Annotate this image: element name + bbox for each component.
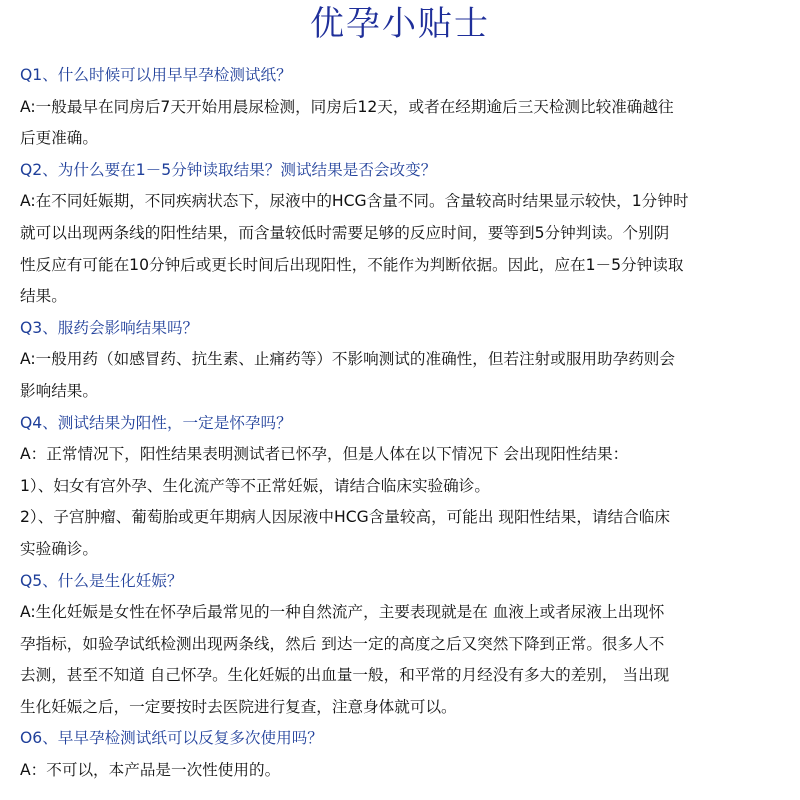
question-1: Q1、什么时候可以用早早孕检测试纸？ [20,66,292,84]
answer-1-line-2: 后更准确。 [20,129,98,148]
question-3: Q3、服药会影响结果吗？ [20,318,199,337]
answer-5-line-3: 去测，甚至不知道 自己怀孕。生化妊娠的出血量一般，和平常的月经没有多大的差别， 当出现 [20,666,670,685]
answer-6-line-1: A：不可以，本产品是一次性使用的。 [20,761,281,780]
answer-5-line-2: 孕指标，如验孕试纸检测出现两条线，然后 到达一定的高度之后又突然下降到正常。很多人不 [20,634,665,653]
question-2: Q2、为什么要在1－5分钟读取结果？测试结果是否会改变？ [20,160,437,179]
answer-3-line-2: 影响结果。 [20,381,98,400]
page-title: 优孕小贴士 [310,4,490,44]
answer-4-line-2: 1）、妇女有宫外孕、生化流产等不正常妊娠，请结合临床实验确诊。 [20,476,490,495]
question-4: Q4、测试结果为阳性，一定是怀孕吗？ [20,413,292,432]
answer-5-line-4: 生化妊娠之后，一定要按时去医院进行复查，注意身体就可以。 [20,697,457,716]
answer-2-line-4: 结果。 [20,287,67,306]
answer-1-line-1: A:一般最早在同房后7天开始用晨尿检测，同房后12天，或者在经期逾后三天检测比较准确越往 [20,97,674,116]
answer-2-line-1: A:在不同妊娠期，不同疾病状态下，尿液中的HCG含量不同。含量较高时结果显示较快，1分钟时 [20,192,689,211]
answer-4-line-3: 2）、子宫肿瘤、葡萄胎或更年期病人因尿液中HCG含量较高，可能出 现阳性结果，请结合临床 [20,508,670,527]
question-5: Q5、什么是生化妊娠？ [20,571,183,590]
answer-4-line-4: 实验确诊。 [20,539,98,558]
faq-content [20,60,782,787]
answer-2-line-2: 就可以出现两条线的阳性结果，而含量较低时需要足够的反应时间，要等到5分钟判读。个别阴 [20,223,670,242]
answer-3-line-1: A:一般用药（如感冒药、抗生素、止痛药等）不影响测试的准确性，但若注射或服用助孕药则会 [20,350,675,369]
question-6: O6、早早孕检测试纸可以反复多次使用吗？ [20,729,323,748]
answer-5-line-1: A:生化妊娠是女性在怀孕后最常见的一种自然流产，主要表现就是在 血液上或者尿液上出现怀 [20,603,665,622]
answer-2-line-3: 性反应有可能在10分钟后或更长时间后出现阳性，不能作为判断依据。因此，应在1－5分钟读取 [20,255,684,274]
answer-4-line-1: A：正常情况下，阳性结果表明测试者已怀孕，但是人体在以下情况下 会出现阳性结果： [20,445,629,464]
